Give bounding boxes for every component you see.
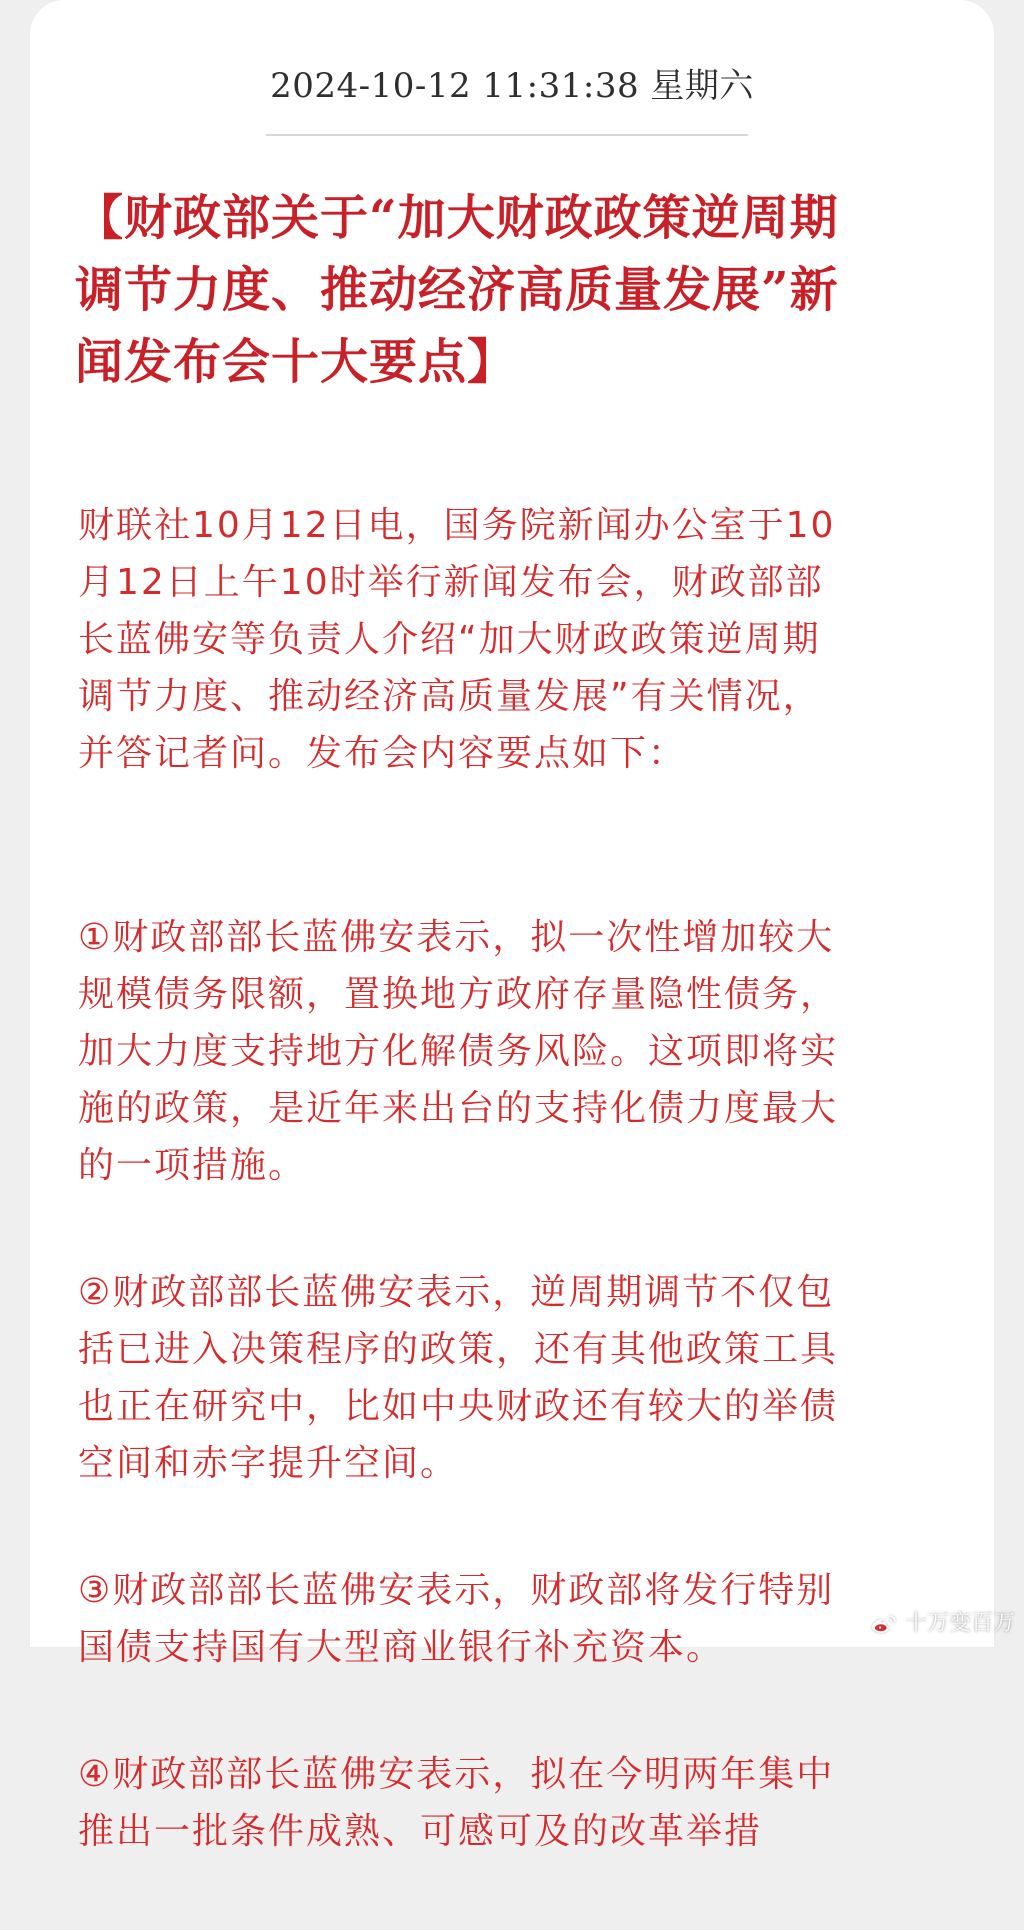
article-title: 【财政部关于“加大财政政策逆周期 调节力度、推动经济高质量发展”新 闻发布会十大要点】 [75,190,839,390]
article-content [78,440,958,1930]
point-paragraph-4: ④财政部部长蓝佛安表示，拟在今明两年集中 推出一批条件成熟、可感可及的改革举措 [78,1754,835,1852]
article-card [30,0,994,1852]
publish-datetime: 2024-10-12 11:31:38 星期六 [270,66,754,106]
point-paragraph-1: ①财政部部长蓝佛安表示，拟一次性增加较大 规模债务限额，置换地方政府存量隐性债务， 加大力度支持地方化解债务风险。这项即将实 施的政策，是近年来出台的支持化债力度最大 的一项措施。 [78,917,839,1186]
point-paragraph-3: ③财政部部长蓝佛安表示，财政部将发行特别 国债支持国有大型商业银行补充资本。 [78,1570,835,1668]
header-divider [266,134,748,136]
weibo-watermark [870,1611,1015,1637]
watermark-text: 十万变百万 [904,1611,1015,1636]
intro-paragraph: 财联社10月12日电，国务院新闻办公室于10 月12日上午10时举行新闻发布会，财政部部 长蓝佛安等负责人介绍“加大财政政策逆周期 调节力度、推动经济高质量发展”有关情况， 并答记者问。发布会内容要点如下： [78,505,836,774]
weibo-icon [870,1613,898,1635]
point-paragraph-2: ②财政部部长蓝佛安表示，逆周期调节不仅包 括已进入决策程序的政策，还有其他政策工具 也正在研究中，比如中央财政还有较大的举债 空间和赤字提升空间。 [78,1272,839,1484]
